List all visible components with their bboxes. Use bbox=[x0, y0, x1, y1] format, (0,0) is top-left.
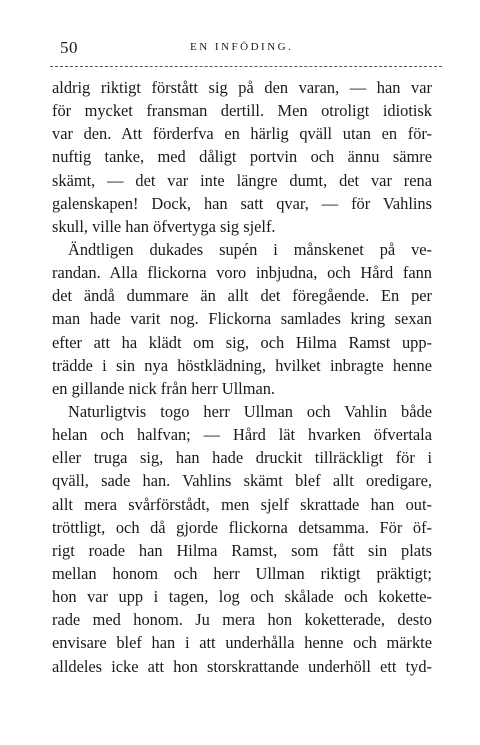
text-line: rade med honom. Ju mera hon koketterade, desto bbox=[52, 610, 432, 630]
page-header bbox=[60, 38, 440, 60]
header-rule bbox=[50, 66, 442, 67]
text-line: Ändtligen dukades supén i månskenet på ve- bbox=[68, 239, 432, 259]
text-line: randan. Alla flickorna voro inbjudna, och Hård fann bbox=[52, 263, 432, 283]
text-line: efter att ha klädt om sig, och Hilma Ramst upp- bbox=[52, 332, 432, 352]
text-line: allt mera svårförstådt, men sjelf skrattade han out- bbox=[52, 494, 432, 514]
text-line: det ändå dummare än allt det föregående. En per bbox=[52, 286, 432, 306]
text-line: skämt, — det var inte längre dumt, det var rena bbox=[52, 170, 432, 190]
text-line: hon var upp i tagen, log och skålade och kokette- bbox=[52, 587, 432, 607]
text-line: tröttligt, och då gjorde flickorna detsamma. För öf- bbox=[52, 517, 432, 537]
text-line: envisare blef han i att underhålla henne och märkte bbox=[52, 633, 432, 653]
text-line: en gillande nick från herr Ullman. bbox=[52, 378, 276, 398]
text-line: rigt roade han Hilma Ramst, som fått sin plats bbox=[52, 540, 432, 560]
text-line: Naturligtvis togo herr Ullman och Vahlin både bbox=[68, 401, 432, 421]
page-number: 50 bbox=[60, 38, 78, 57]
body-text bbox=[52, 76, 432, 678]
text-line: alldeles icke att hon storskrattande underhöll ett tyd- bbox=[52, 656, 432, 676]
text-line: för mycket fransman dertill. Men otroligt idiotisk bbox=[52, 101, 432, 121]
text-line: qväll, sade han. Vahlins skämt blef allt oredigare, bbox=[52, 471, 432, 491]
running-head: EN INFÖDING. bbox=[190, 41, 294, 53]
text-line: eller truga sig, han hade druckit tillräckligt för i bbox=[52, 448, 432, 468]
text-line: mellan honom och herr Ullman riktigt präktigt; bbox=[52, 563, 432, 583]
text-line: skull, ville han öfvertyga sig sjelf. bbox=[52, 216, 276, 236]
text-line: man hade varit nog. Flickorna samlades kring sexan bbox=[52, 309, 432, 329]
text-line: var den. Att förderfva en härlig qväll utan en för- bbox=[52, 124, 432, 144]
text-line: aldrig riktigt förstått sig på den varan, — han var bbox=[52, 78, 432, 97]
text-line: nuftig tanke, med dåligt portvin och ännu sämre bbox=[52, 147, 432, 167]
text-line: galenskapen! Dock, han satt qvar, — för Vahlins bbox=[52, 193, 432, 213]
text-line: trädde i sin nya höstklädning, hvilket inbragte henne bbox=[52, 355, 432, 375]
text-line: helan och halfvan; — Hård lät hvarken öfvertala bbox=[52, 425, 432, 445]
